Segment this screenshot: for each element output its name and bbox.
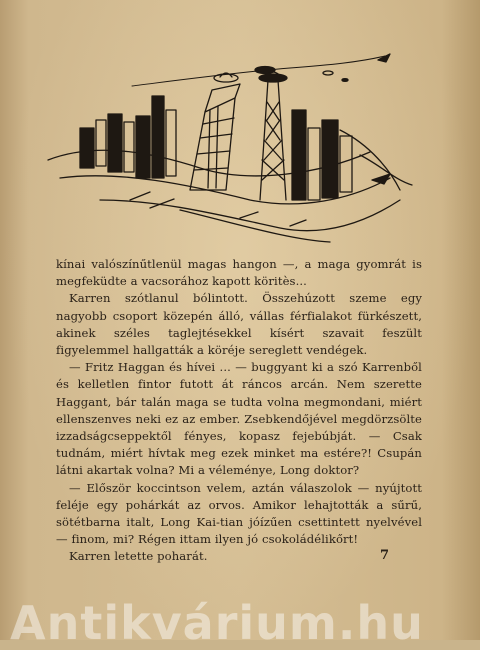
page-number: 7 xyxy=(380,548,390,563)
paragraph: kínai valószínűtlenül magas hangon —, a maga gyomrát is megfeküdte a vacsorához kapott köritès... xyxy=(56,257,422,289)
paragraph: — Fritz Haggan és hívei ... — buggyant ki a szó Karrenből és kelletlen fintor futott át ráncos arcán. Nem szerette Haggant, bár talán maga se tudta volna megmondani, miért ellenszenves neki ez az ember. Zsebkendőjével megdörzsölte izzadságcseppektől fényes, kopasz fejebúbját. — Csak tudnám, miért hívtak meg ezek minket ma estére?! Csupán látni akartak volna? Mi a véleménye, Long doktor? xyxy=(56,360,422,478)
paragraph: — Először koccintson velem, aztán válaszolok — nyújtott feléje egy pohárkát az orvos. Amikor lehajtották a sűrű, sötétbarna italt, Long Kai-tian jóízűen csettintett nyelvével — finom, mi? Régen ittam ilyen jó csokoládélikőrt! xyxy=(56,480,422,547)
city-skyline-illustration xyxy=(40,50,420,250)
paragraph: Karren szótlanul bólintott. Összehúzott szeme egy nagyobb csoport közepén álló, vállas férfialakot fürkészett, akinek széles taglejtésekkel kísért szavait feszült figyelemmel hallgatták a köréje sereglett vendégek. xyxy=(56,291,422,358)
watermark: Antikvárium.hu xyxy=(10,596,424,650)
paragraph: Karren letette poharát. xyxy=(69,549,208,564)
body-text xyxy=(56,256,422,566)
